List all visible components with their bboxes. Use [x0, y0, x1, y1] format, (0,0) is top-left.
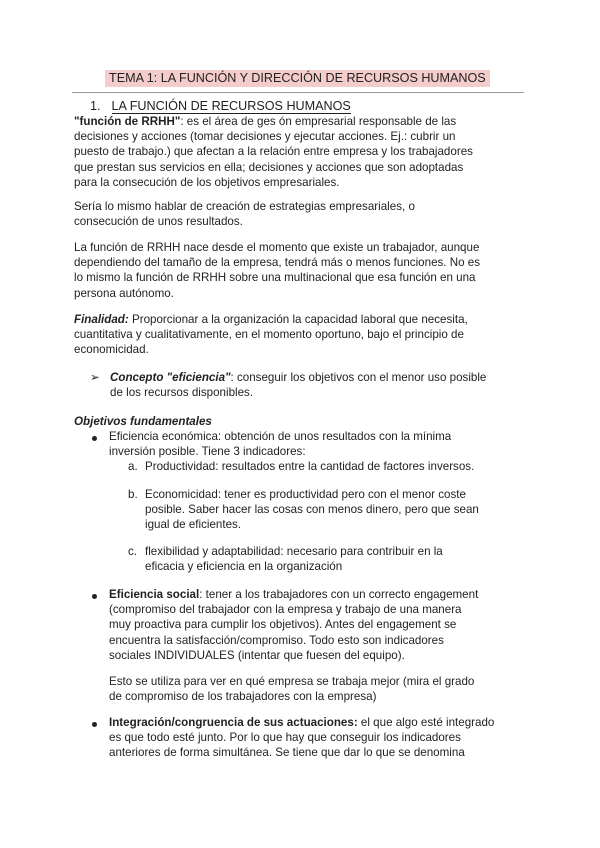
objetivos-heading	[74, 414, 534, 429]
integracion-label: Integración/congruencia de sus actuaciones:	[109, 716, 358, 729]
concepto-line: : conseguir los objetivos con el menor uso posible	[230, 371, 487, 384]
bullet-icon	[92, 436, 97, 441]
economica-line: inversión posible. Tiene 3 indicadores:	[109, 445, 306, 459]
definition-line: que prestan sus servicios en ella; decisiones y acciones que son adoptadas	[74, 160, 464, 174]
definition-line: para la consecución de los objetivos empresariales.	[74, 175, 340, 189]
strategy-line: consecución de unos resultados.	[74, 215, 243, 229]
social-line: : tener a los trabajadores con un correcto engagement	[199, 588, 479, 601]
social-line: muy proactiva para cumplir los objetivos). Antes del engagement se	[109, 618, 457, 632]
document-title: TEMA 1: LA FUNCIÓN Y DIRECCIÓN DE RECURSOS HUMANOS	[105, 70, 490, 87]
title-bar	[72, 68, 524, 93]
economica-item-line: eficacia y eficiencia en la organización	[145, 560, 343, 574]
integracion-paragraph	[109, 715, 539, 761]
economica-paragraph	[109, 429, 539, 459]
strategy-line: Sería lo mismo hablar de creación de estrategias empresariales, o	[74, 200, 415, 213]
bullet-icon	[92, 594, 97, 599]
list-letter: c.	[128, 545, 138, 558]
definition-line: puesto de trabajo.) que afectan a la relación entre empresa y los trabajadores	[74, 145, 473, 159]
list-letter: a.	[128, 460, 138, 473]
finalidad-label: Finalidad:	[74, 313, 129, 326]
integracion-line: el que algo esté integrado	[357, 716, 495, 729]
finalidad-line: economicidad.	[74, 343, 149, 357]
social-extra-line: Esto se utiliza para ver en qué empresa se trabaja mejor (mira el grado	[109, 675, 475, 688]
social-extra-paragraph	[109, 674, 539, 704]
economica-item-line: igual de eficientes.	[145, 518, 242, 532]
social-paragraph	[109, 587, 539, 663]
integracion-line: es que todo esté junto. Por lo que hay que conseguir los indicadores	[109, 731, 461, 745]
economica-item	[145, 487, 545, 533]
social-line: encuentra la satisfacción/compromiso. Todo esto son indicadores	[109, 633, 444, 647]
concepto-label: Concepto "eficiencia"	[110, 371, 231, 384]
section-number: 1.	[90, 99, 101, 113]
social-line: sociales INDIVIDUALES (intentar que fuesen del equipo).	[109, 648, 405, 662]
definition-line: : es el área de ges ón empresarial responsable de las	[180, 115, 457, 128]
origin-paragraph	[74, 240, 534, 301]
economica-item-line: posible. Saber hacer las cosas con menos dinero, pero que sean	[145, 503, 479, 517]
concepto-line: de los recursos disponibles.	[110, 386, 254, 400]
section-title: LA FUNCIÓN DE RECURSOS HUMANOS	[111, 99, 351, 113]
economica-line: Eficiencia económica: obtención de unos resultados con la mínima	[109, 430, 452, 443]
concepto-paragraph	[110, 370, 540, 400]
origin-line: La función de RRHH nace desde el momento que existe un trabajador, aunque	[74, 241, 480, 254]
definition-paragraph	[74, 114, 534, 190]
list-letter: b.	[128, 488, 138, 501]
economica-item	[145, 459, 545, 474]
economica-item	[145, 544, 545, 574]
social-line: (compromiso del trabajador con la empresa y trabajo de una manera	[109, 603, 462, 617]
origin-line: lo mismo la función de RRHH sobre una multinacional que esa función en una	[74, 271, 476, 285]
arrow-bullet-icon: ➢	[90, 371, 100, 384]
section-heading	[90, 98, 351, 114]
origin-line: persona autónomo.	[74, 286, 174, 300]
finalidad-line: cuantitativa y cualitativamente, en el momento oportuno, bajo el principio de	[74, 328, 464, 342]
finalidad-paragraph	[74, 312, 534, 358]
definition-term: "función de RRHH"	[74, 115, 181, 128]
social-extra-line: de compromiso de los trabajadores con la empresa)	[109, 690, 377, 704]
social-label: Eficiencia social	[109, 588, 200, 601]
integracion-line: anteriores de forma simultánea. Se tiene que dar lo que se denomina	[109, 746, 465, 760]
finalidad-line: Proporcionar a la organización la capacidad laboral que necesita,	[128, 313, 468, 326]
origin-line: dependiendo del tamaño de la empresa, tendrá más o menos funciones. No es	[74, 256, 481, 270]
strategy-paragraph	[74, 199, 534, 229]
economica-item-line: flexibilidad y adaptabilidad: necesario para contribuir en la	[145, 545, 443, 558]
economica-item-line: Economicidad: tener es productividad pero con el menor coste	[145, 488, 466, 501]
economica-item-line: Productividad: resultados entre la cantidad de factores inversos.	[145, 460, 475, 473]
definition-line: decisiones y acciones (tomar decisiones y ejecutar acciones. Ej.: cubrir un	[74, 130, 456, 144]
objetivos-heading-text: Objetivos fundamentales	[74, 415, 212, 428]
bullet-icon	[92, 722, 97, 727]
